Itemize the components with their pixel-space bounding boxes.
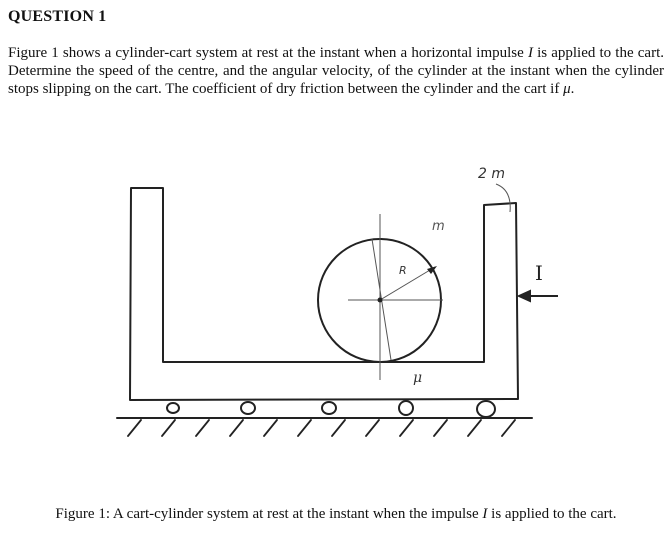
radius-label: R bbox=[399, 264, 407, 277]
question-text-part-1: Figure 1 shows a cylinder-cart system at rest at the instant when a horizontal impulse bbox=[8, 45, 528, 61]
wheel-4 bbox=[399, 401, 413, 415]
cart-mass-label: 2 m bbox=[478, 166, 505, 182]
wheel-1 bbox=[167, 403, 179, 413]
friction-symbol: μ bbox=[563, 81, 571, 97]
cylinder-mass-label: m bbox=[432, 219, 445, 234]
radius-line bbox=[380, 267, 435, 300]
wheel-2 bbox=[241, 402, 255, 414]
caption-impulse-symbol: I bbox=[482, 506, 488, 522]
question-text bbox=[8, 44, 664, 98]
wheel-5 bbox=[477, 401, 495, 417]
ground-hatching bbox=[128, 420, 515, 436]
cart-body bbox=[130, 188, 518, 400]
question-text-part-2: is applied to the cart. Determine the speed of the centre, and the angular velocity, of the cylinder at the instant when the cylinder stops slipping on the cart. The coefficient of dry friction between the cylinder and the cart if bbox=[8, 45, 664, 97]
impulse-arrowhead bbox=[519, 291, 530, 301]
caption-part-1: Figure 1: A cart-cylinder system at rest at the instant when the impulse bbox=[55, 506, 483, 522]
cart-cylinder-figure bbox=[0, 150, 672, 450]
cylinder-centre bbox=[378, 298, 383, 303]
figure-caption bbox=[0, 506, 672, 523]
impulse-label: I bbox=[535, 261, 543, 285]
friction-label: μ bbox=[413, 370, 423, 386]
impulse-symbol: I bbox=[527, 45, 533, 61]
cart-mass-leader bbox=[496, 184, 510, 212]
question-heading: QUESTION 1 bbox=[8, 8, 107, 25]
question-text-part-3: . bbox=[570, 81, 575, 97]
wheel-3 bbox=[322, 402, 336, 414]
caption-part-2: is applied to the cart. bbox=[487, 506, 617, 522]
